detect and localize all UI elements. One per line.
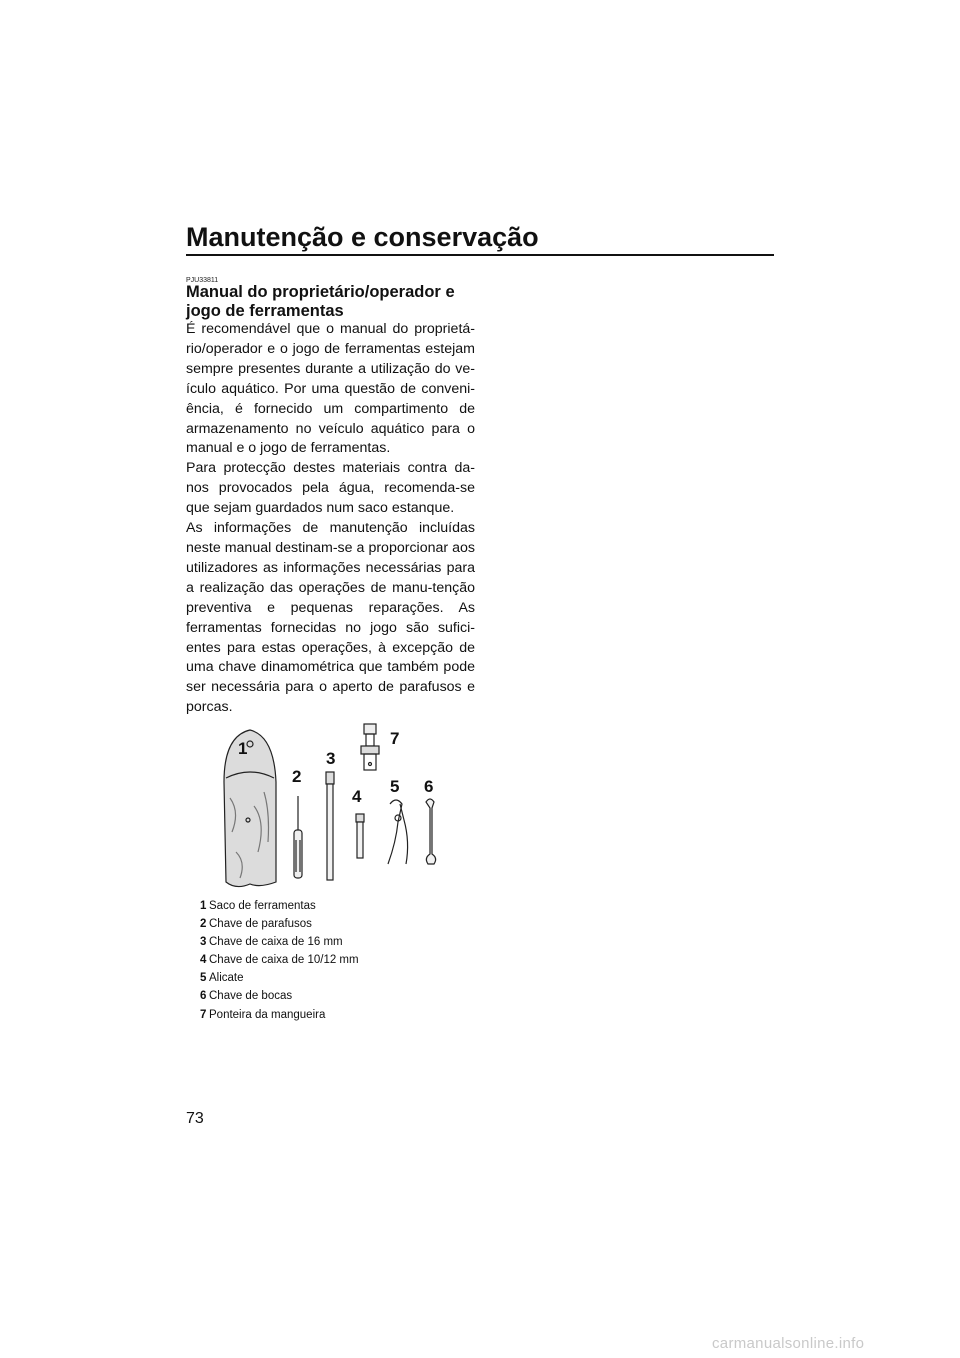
page-number: 73 <box>186 1110 204 1127</box>
tool-bag-icon <box>224 730 276 887</box>
legend-number: 3 <box>200 936 207 949</box>
legend-label: Chave de caixa de 10/12 mm <box>209 954 359 967</box>
legend-label: Saco de ferramentas <box>209 900 316 912</box>
section-heading: Manual do proprietário/operador e jogo de ferramentas <box>186 283 455 320</box>
section-code: PJU33811 <box>186 277 219 284</box>
legend-item <box>200 933 460 951</box>
callout-6: 6 <box>424 777 434 796</box>
legend-label: Chave de bocas <box>209 990 293 1003</box>
legend-label: Ponteira da mangueira <box>209 1008 326 1021</box>
callout-2: 2 <box>292 767 302 786</box>
watermark: carmanualsonline.info <box>712 1335 865 1352</box>
legend-item <box>200 951 460 969</box>
pliers-icon <box>388 800 408 864</box>
page-title: Manutenção e conservação <box>186 222 539 252</box>
legend-item <box>200 987 460 1005</box>
box-spanner-10-12mm-icon <box>356 814 364 858</box>
screwdriver-icon <box>294 796 302 878</box>
paragraph-3: As informações de manutenção incluídas neste manual destinam-se a proporcionar aos utilizadores as informações necessárias para a realização das operações de manu-tenção preventiva e pequenas reparações. As ferramentas fornecidas no jogo são sufici-entes para estas operações, à excepção de uma chave dinamométrica que também pode ser necessária para o aperto de parafusos e porcas. <box>186 520 475 716</box>
callout-4: 4 <box>352 787 362 806</box>
legend-number: 5 <box>200 972 207 985</box>
legend-label: Chave de parafusos <box>209 918 312 931</box>
callout-5: 5 <box>390 777 400 796</box>
legend-item <box>200 915 460 933</box>
legend-number: 1 <box>200 900 207 912</box>
paragraph-1: É recomendável que o manual do proprietá-rio/operador e o jogo de ferramentas estejam sempre presentes durante a utilização do ve-ículo aquático. Por uma questão de conveni-ência, é fornecido um compartimento de armazenamento no veículo aquático para o manual e o jogo de ferramentas. <box>186 321 475 457</box>
figure-legend <box>200 897 460 1024</box>
open-end-wrench-icon <box>426 799 436 864</box>
body-text <box>186 320 475 718</box>
paragraph-2: Para protecção destes materiais contra da-nos provocados pela água, recomenda-se que sejam guardados num saco estanque. <box>186 460 475 517</box>
legend-label: Chave de caixa de 16 mm <box>209 936 343 949</box>
tool-kit-drawing <box>210 722 450 890</box>
legend-label: Alicate <box>209 972 244 985</box>
legend-number: 2 <box>200 918 207 931</box>
header-rule <box>186 254 774 256</box>
callout-1: 1 <box>238 739 248 758</box>
hose-nozzle-icon <box>361 724 379 770</box>
box-spanner-16mm-icon <box>326 772 334 880</box>
legend-item <box>200 969 460 987</box>
legend-number: 6 <box>200 990 207 1003</box>
legend-item <box>200 897 460 915</box>
legend-item <box>200 1006 460 1024</box>
legend-number: 4 <box>200 954 207 967</box>
legend-number: 7 <box>200 1008 207 1021</box>
callout-3: 3 <box>326 749 336 768</box>
callout-7: 7 <box>390 729 400 748</box>
tool-kit-illustration <box>210 722 450 890</box>
